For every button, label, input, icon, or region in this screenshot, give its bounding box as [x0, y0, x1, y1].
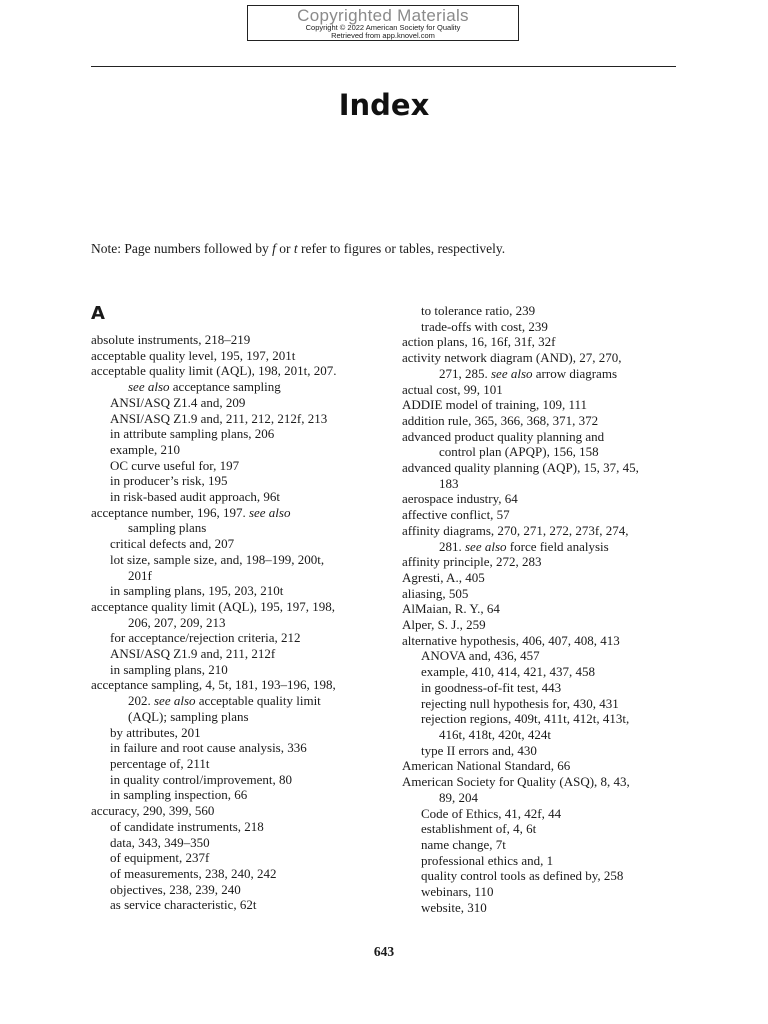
entry-text: of equipment, 237f	[110, 850, 210, 866]
entry-text: advanced quality planning (AQP), 15, 37, 45,	[402, 460, 639, 476]
entry-text: data, 343, 349–350	[110, 834, 210, 850]
index-entry	[402, 696, 692, 712]
entry-text: Code of Ethics, 41, 42f, 44	[421, 805, 562, 821]
entry-text: acceptance sampling, 4, 5t, 181, 193–196, 198,	[91, 677, 336, 693]
entry-text: acceptance sampling	[172, 379, 281, 395]
index-entry	[402, 570, 692, 586]
entry-text: ANSI/ASQ Z1.9 and, 211, 212, 212f, 213	[110, 410, 328, 426]
index-entry	[402, 727, 692, 743]
entry-text: in sampling plans, 195, 203, 210t	[110, 583, 284, 599]
index-entry	[91, 787, 391, 803]
index-entry	[402, 444, 692, 460]
index-entry	[402, 680, 692, 696]
index-note	[91, 241, 505, 257]
index-entry	[91, 693, 391, 709]
entry-text: aliasing, 505	[402, 585, 469, 601]
entry-text: type II errors and, 430	[421, 742, 537, 758]
entry-text: affinity diagrams, 270, 271, 272, 273f, 274,	[402, 522, 629, 538]
index-entry	[402, 319, 692, 335]
index-entry	[402, 429, 692, 445]
entry-text: ADDIE model of training, 109, 111	[402, 397, 587, 413]
entry-text: 89, 204	[439, 789, 478, 805]
entry-text: aerospace industry, 64	[402, 491, 518, 507]
index-entry	[91, 348, 391, 364]
index-entry	[402, 397, 692, 413]
index-entry	[91, 568, 391, 584]
entry-text: affinity principle, 272, 283	[402, 554, 542, 570]
index-entry	[91, 725, 391, 741]
entry-text: rejection regions, 409t, 411t, 412t, 413t,	[421, 711, 630, 727]
entry-text: activity network diagram (AND), 27, 270,	[402, 350, 622, 366]
entry-text: sampling plans	[128, 520, 207, 536]
index-entry	[402, 790, 692, 806]
entry-text: of candidate instruments, 218	[110, 818, 264, 834]
index-entry	[91, 363, 391, 379]
index-column-right	[402, 303, 692, 915]
entry-text: acceptance number, 196, 197.	[91, 504, 246, 520]
index-entry	[402, 539, 692, 555]
entry-text: in sampling inspection, 66	[110, 787, 248, 803]
index-entry	[402, 806, 692, 822]
entry-text: critical defects and, 207	[110, 536, 235, 552]
entry-text: in sampling plans, 210	[110, 661, 228, 677]
entry-text: American National Standard, 66	[402, 758, 571, 774]
index-entry	[402, 633, 692, 649]
entry-text: in risk-based audit approach, 96t	[110, 489, 281, 505]
index-entry	[91, 458, 391, 474]
note-t: t	[293, 241, 298, 256]
entry-text: in goodness-of-fit test, 443	[421, 679, 562, 695]
stamp-title: Copyrighted Materials	[297, 6, 469, 25]
entry-text: action plans, 16, 16f, 31f, 32f	[402, 334, 556, 350]
index-entry	[91, 662, 391, 678]
index-entry	[402, 586, 692, 602]
index-entry	[91, 332, 391, 348]
index-entry	[402, 601, 692, 617]
entry-text: 183	[439, 475, 459, 491]
index-entry	[91, 740, 391, 756]
note-prefix: Note: Page numbers followed by	[91, 241, 273, 256]
entry-text: Agresti, A., 405	[402, 569, 485, 585]
see-also-label: see also	[491, 365, 533, 381]
index-entry	[91, 819, 391, 835]
index-entry	[402, 617, 692, 633]
index-entry	[402, 350, 692, 366]
entry-text: percentage of, 211t	[110, 755, 210, 771]
see-also-target: acceptable quality limit	[198, 693, 321, 709]
entry-text: in failure and root cause analysis, 336	[110, 740, 307, 756]
index-entry	[402, 774, 692, 790]
entry-text: absolute instruments, 218–219	[91, 332, 251, 347]
index-entry	[91, 756, 391, 772]
entry-text: 201f	[128, 567, 152, 583]
entry-text: American Society for Quality (ASQ), 8, 43,	[402, 774, 630, 790]
see-also-target: arrow diagrams	[535, 365, 617, 381]
index-entry	[91, 395, 391, 411]
index-entry	[402, 900, 692, 916]
index-entry	[402, 413, 692, 429]
entry-text: alternative hypothesis, 406, 407, 408, 413	[402, 632, 620, 648]
entry-text: ANSI/ASQ Z1.9 and, 211, 212f	[110, 646, 276, 662]
see-also-target: force field analysis	[509, 538, 609, 554]
entry-text: accuracy, 290, 399, 560	[91, 803, 215, 819]
entry-text: control plan (APQP), 156, 158	[439, 444, 599, 460]
entry-text: ANOVA and, 436, 457	[421, 648, 540, 664]
entry-text: 202.	[128, 693, 151, 709]
index-entry	[402, 648, 692, 664]
index-entry-list-left	[91, 332, 391, 913]
entry-text: webinars, 110	[421, 884, 494, 900]
entry-text: acceptable quality limit (AQL), 198, 201t, 207.	[91, 363, 337, 379]
index-entry	[402, 853, 692, 869]
index-entry	[91, 866, 391, 882]
note-or: or	[275, 241, 294, 256]
index-entry	[91, 411, 391, 427]
index-entry	[91, 473, 391, 489]
index-entry	[91, 677, 391, 693]
entry-text: for acceptance/rejection criteria, 212	[110, 630, 301, 646]
index-entry	[402, 868, 692, 884]
index-entry	[91, 850, 391, 866]
entry-text: by attributes, 201	[110, 724, 201, 740]
header-rule	[91, 66, 676, 67]
index-entry	[402, 743, 692, 759]
index-entry	[91, 536, 391, 552]
index-entry	[402, 664, 692, 680]
index-entry	[402, 523, 692, 539]
entry-text: 271, 285.	[439, 365, 488, 381]
stamp-retrieved-line: Retrieved from app.knovel.com	[331, 31, 435, 40]
index-entry	[91, 882, 391, 898]
entry-text: to tolerance ratio, 239	[421, 303, 536, 318]
entry-text: affective conflict, 57	[402, 507, 510, 523]
entry-text: lot size, sample size, and, 198–199, 200t,	[110, 551, 325, 567]
stamp-copyright-line: Copyright © 2022 American Society for Quality	[305, 23, 461, 32]
index-entry	[402, 507, 692, 523]
index-entry	[91, 505, 391, 521]
note-f: f	[272, 241, 276, 256]
index-entry	[91, 599, 391, 615]
entry-text: in quality control/improvement, 80	[110, 771, 292, 787]
index-entry	[91, 897, 391, 913]
index-entry	[402, 366, 692, 382]
see-also-label: see also	[128, 379, 170, 395]
index-entry	[402, 334, 692, 350]
entry-text: objectives, 238, 239, 240	[110, 881, 241, 897]
entry-text: quality control tools as defined by, 258	[421, 868, 624, 884]
page-number: 643	[373, 944, 395, 959]
index-entry	[91, 709, 391, 725]
index-entry	[402, 884, 692, 900]
index-entry	[91, 646, 391, 662]
index-entry	[402, 821, 692, 837]
entry-text: 206, 207, 209, 213	[128, 614, 226, 630]
entry-text: in attribute sampling plans, 206	[110, 426, 275, 442]
see-also-label: see also	[248, 504, 291, 520]
entry-text: in producer’s risk, 195	[110, 473, 228, 489]
index-entry	[91, 426, 391, 442]
index-entry	[402, 303, 692, 319]
entry-text: acceptable quality level, 195, 197, 201t	[91, 347, 296, 363]
index-entry	[91, 489, 391, 505]
index-column-left	[91, 303, 391, 913]
index-entry	[91, 803, 391, 819]
index-entry	[91, 442, 391, 458]
entry-text: example, 210	[110, 441, 181, 457]
entry-text: advanced product quality planning and	[402, 428, 605, 444]
entry-text: establishment of, 4, 6t	[421, 821, 537, 837]
index-entry	[91, 583, 391, 599]
entry-text: Alper, S. J., 259	[402, 617, 486, 633]
entry-text: (AQL); sampling plans	[128, 708, 249, 724]
index-entry	[91, 615, 391, 631]
index-entry	[91, 630, 391, 646]
index-entry	[91, 379, 391, 395]
entry-text: ANSI/ASQ Z1.4 and, 209	[110, 394, 246, 410]
entry-text: of measurements, 238, 240, 242	[110, 865, 277, 881]
copyright-stamp	[247, 5, 519, 41]
note-suffix: refer to figures or tables, respectively.	[297, 241, 506, 256]
see-also-label: see also	[465, 538, 507, 554]
index-entry	[402, 460, 692, 476]
entry-text: rejecting null hypothesis for, 430, 431	[421, 695, 619, 711]
entry-text: actual cost, 99, 101	[402, 381, 503, 397]
entry-text: name change, 7t	[421, 836, 506, 852]
index-entry	[402, 554, 692, 570]
entry-text: 281.	[439, 538, 462, 554]
entry-text: OC curve useful for, 197	[110, 457, 240, 473]
index-entry	[91, 772, 391, 788]
index-entry-list-right	[402, 303, 692, 915]
entry-text: addition rule, 365, 366, 368, 371, 372	[402, 412, 599, 428]
index-entry	[402, 711, 692, 727]
index-entry	[402, 837, 692, 853]
index-entry	[402, 382, 692, 398]
index-entry	[402, 758, 692, 774]
entry-text: as service characteristic, 62t	[110, 897, 257, 913]
entry-text: AlMaian, R. Y., 64	[402, 601, 500, 617]
index-entry	[402, 491, 692, 507]
entry-text: example, 410, 414, 421, 437, 458	[421, 664, 596, 680]
entry-text: 416t, 418t, 420t, 424t	[439, 726, 551, 742]
section-letter: A	[91, 303, 105, 324]
entry-text: website, 310	[421, 899, 487, 915]
see-also-label: see also	[154, 693, 196, 709]
entry-text: professional ethics and, 1	[421, 852, 554, 868]
index-entry	[91, 520, 391, 536]
entry-text: acceptance quality limit (AQL), 195, 197, 198,	[91, 598, 336, 614]
entry-text: trade-offs with cost, 239	[421, 318, 548, 334]
index-entry	[402, 476, 692, 492]
index-entry	[91, 552, 391, 568]
index-entry	[91, 835, 391, 851]
page-title: Index	[338, 88, 430, 122]
